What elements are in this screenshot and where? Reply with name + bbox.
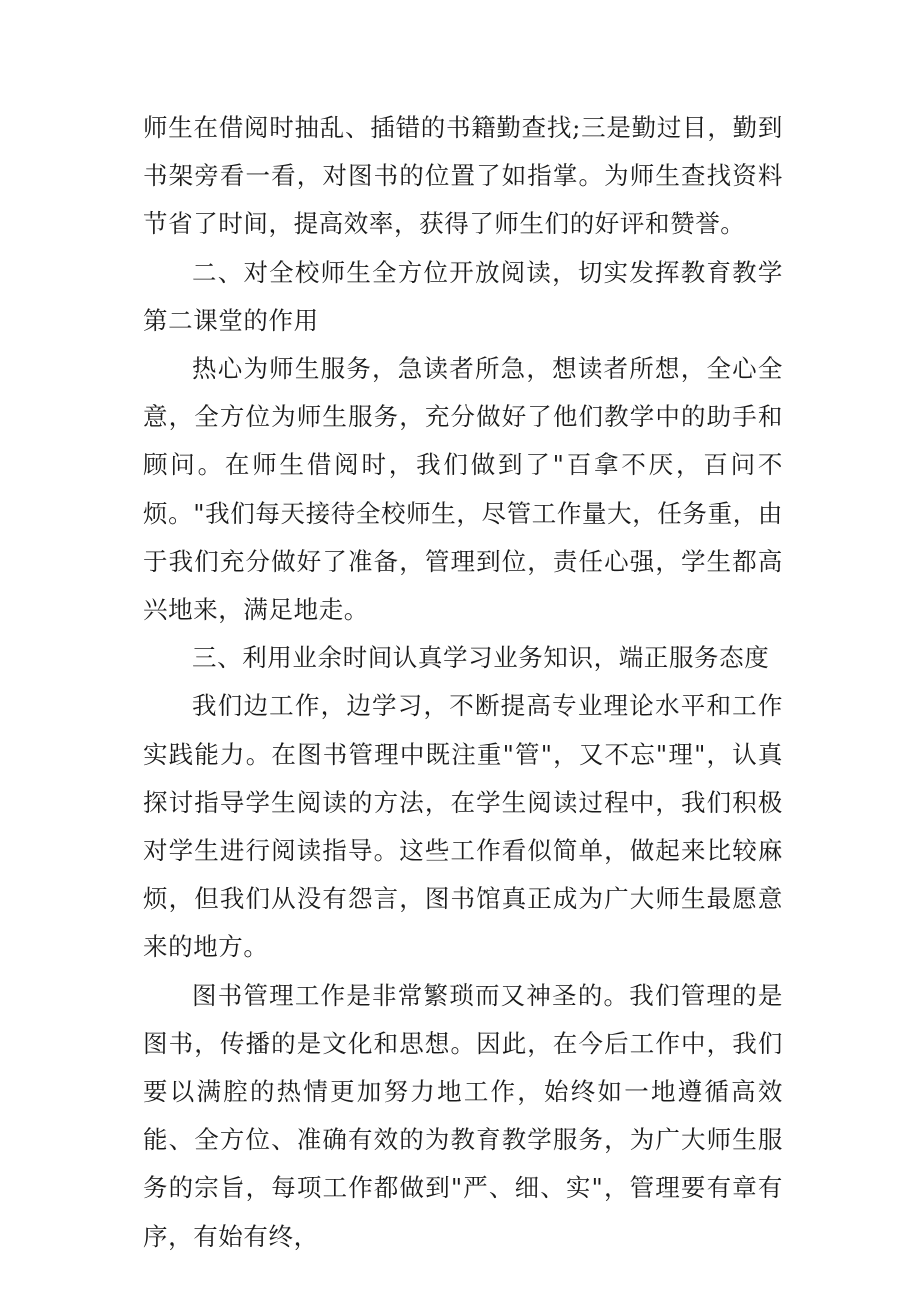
paragraph-conclusion: 图书管理工作是非常繁琐而又神圣的。我们管理的是图书，传播的是文化和思想。因此，在今后工作中，我们要以满腔的热情更加努力地工作，始终如一地遵循高效能、全方位、准确有效的为教育教学服务，为广大师生服务的宗旨，每项工作都做到"严、细、实"，管理要有章有序，有始有终， <box>143 980 783 1251</box>
paragraph-learning: 我们边工作，边学习，不断提高专业理论水平和工作实践能力。在图书管理中既注重"管"，又不忘"理"，认真探讨指导学生阅读的方法，在学生阅读过程中，我们积极对学生进行阅读指导。这些工作看似简单，做起来比较麻烦，但我们从没有怨言，图书馆真正成为广大师生最愿意来的地方。 <box>143 691 783 962</box>
paragraph-continuation: 师生在借阅时抽乱、插错的书籍勤查找;三是勤过目，勤到书架旁看一看，对图书的位置了如指掌。为师生查找资料节省了时间，提高效率，获得了师生们的好评和赞誉。 <box>143 113 783 239</box>
section-heading-three: 三、利用业余时间认真学习业务知识，端正服务态度 <box>192 643 770 673</box>
section-heading-two: 二、对全校师生全方位开放阅读，切实发挥教育教学第二课堂的作用 <box>143 257 783 335</box>
document-body <box>143 104 783 1261</box>
paragraph-service: 热心为师生服务，急读者所急，想读者所想，全心全意，全方位为师生服务，充分做好了他们教学中的助手和顾问。在师生借阅时，我们做到了"百拿不厌，百问不烦。"我们每天接待全校师生，尽管工作量大，任务重，由于我们充分做好了准备，管理到位，责任心强，学生都高兴地来，满足地走。 <box>143 354 783 625</box>
